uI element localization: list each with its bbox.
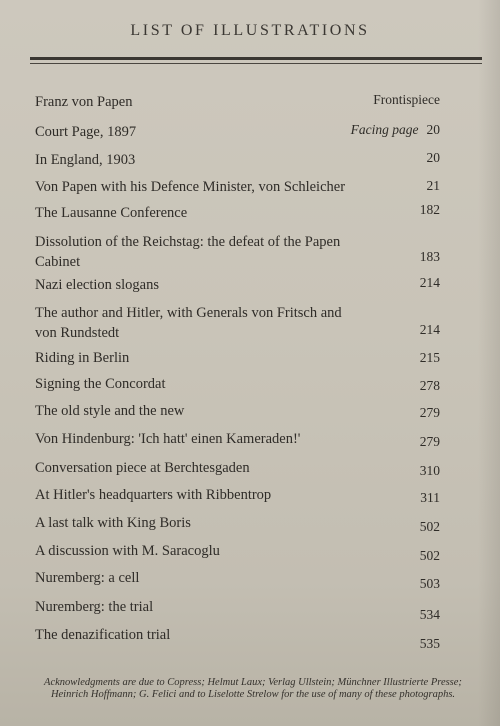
- list-item: [35, 150, 440, 170]
- acknowledgment-note: Acknowledgments are due to Copress; Helmut Laux; Verlag Ullstein; Münchner Illustrierte Presse; Heinrich Hoffmann; G. Felici and to Liselotte Strelow for the use of many of these photographs.: [44, 677, 462, 700]
- entry-page-number: Frontispiece: [373, 92, 440, 107]
- entry-page-number: 20: [426, 150, 440, 165]
- entry-title: A last talk with King Boris: [35, 515, 191, 531]
- entry-page-number: 20: [426, 122, 440, 137]
- entry-page: [420, 607, 440, 623]
- entry-title: Von Papen with his Defence Minister, von Schleicher: [35, 179, 346, 195]
- entry-page: [420, 322, 440, 338]
- list-item: [35, 177, 440, 197]
- entry-title: Riding in Berlin: [35, 350, 130, 366]
- list-item: [35, 275, 440, 295]
- list-item: [35, 303, 440, 343]
- entry-page-number: 214: [419, 275, 440, 290]
- list-item: [35, 348, 440, 368]
- entry-title: The author and Hitler, with Generals von Fritsch and: [35, 305, 342, 321]
- entry-page-number: 182: [419, 202, 440, 217]
- entry-title: Signing the Concordat: [35, 376, 166, 392]
- entry-title: Von Hindenburg: 'Ich hatt' einen Kameraden!': [35, 431, 301, 447]
- entry-title: Nuremberg: the trial: [35, 599, 154, 615]
- entry-page: [420, 202, 440, 218]
- entry-page: [420, 350, 440, 366]
- entry-page-number: 502: [419, 519, 440, 534]
- entry-title-continued: von Rundstedt: [35, 325, 120, 341]
- list-item: [35, 232, 440, 272]
- facing-page-label: Facing page: [350, 122, 419, 137]
- entry-title: A discussion with M. Saracoglu: [35, 543, 220, 559]
- entry-page-number: 503: [419, 576, 440, 591]
- entry-page: [420, 249, 440, 265]
- entry-page-number: 502: [419, 548, 440, 563]
- entry-page: [420, 434, 440, 450]
- entry-page-number: 215: [419, 350, 440, 365]
- list-item: [35, 568, 440, 588]
- entry-title: Court Page, 1897: [35, 124, 137, 140]
- entry-page-number: 310: [419, 463, 440, 478]
- entry-page: [351, 122, 440, 138]
- list-item: [35, 597, 440, 617]
- entry-page-number: 183: [419, 249, 440, 264]
- entry-page: [420, 548, 440, 564]
- entry-page: [420, 405, 440, 421]
- list-item: [35, 401, 440, 421]
- entry-page: [373, 92, 440, 108]
- page-heading: LIST OF ILLUSTRATIONS: [130, 22, 370, 39]
- entry-page: [420, 576, 440, 592]
- entry-title: Franz von Papen: [35, 94, 133, 110]
- entry-title: The old style and the new: [35, 403, 185, 419]
- entry-page-number: 279: [419, 434, 440, 449]
- entry-title-continued: Cabinet: [35, 254, 81, 270]
- entry-title: In England, 1903: [35, 152, 136, 168]
- entry-page: [420, 463, 440, 479]
- entry-page-number: 535: [419, 636, 440, 651]
- entry-page: [420, 636, 440, 652]
- entry-title: At Hitler's headquarters with Ribbentrop: [35, 487, 272, 503]
- entry-page: [420, 519, 440, 535]
- entry-page-number: 278: [419, 378, 440, 393]
- page-shadow: [478, 0, 500, 726]
- entry-page: [427, 150, 441, 166]
- entry-page-number: 21: [426, 178, 440, 193]
- entry-title: Nazi election slogans: [35, 277, 160, 293]
- entry-title: The Lausanne Conference: [35, 205, 188, 221]
- entry-title: Nuremberg: a cell: [35, 570, 140, 586]
- entry-page: [420, 490, 440, 506]
- entry-page-number: 311: [420, 490, 440, 505]
- list-item: [35, 513, 440, 533]
- list-item: [35, 429, 440, 449]
- entry-page: [427, 178, 441, 194]
- entry-title: The denazification trial: [35, 627, 171, 643]
- list-item: [35, 541, 440, 561]
- list-item: [35, 625, 440, 645]
- entry-page-number: 214: [419, 322, 440, 337]
- list-item: [35, 203, 440, 223]
- entry-page: [420, 378, 440, 394]
- entry-title: Dissolution of the Reichstag: the defeat of the Papen: [35, 234, 341, 250]
- entry-page-number: 279: [419, 405, 440, 420]
- entry-title: Conversation piece at Berchtesgaden: [35, 460, 250, 476]
- list-item: [35, 458, 440, 478]
- entry-page: [420, 275, 440, 291]
- list-item: [35, 374, 440, 394]
- entry-page-number: 534: [419, 607, 440, 622]
- list-item: [35, 485, 440, 505]
